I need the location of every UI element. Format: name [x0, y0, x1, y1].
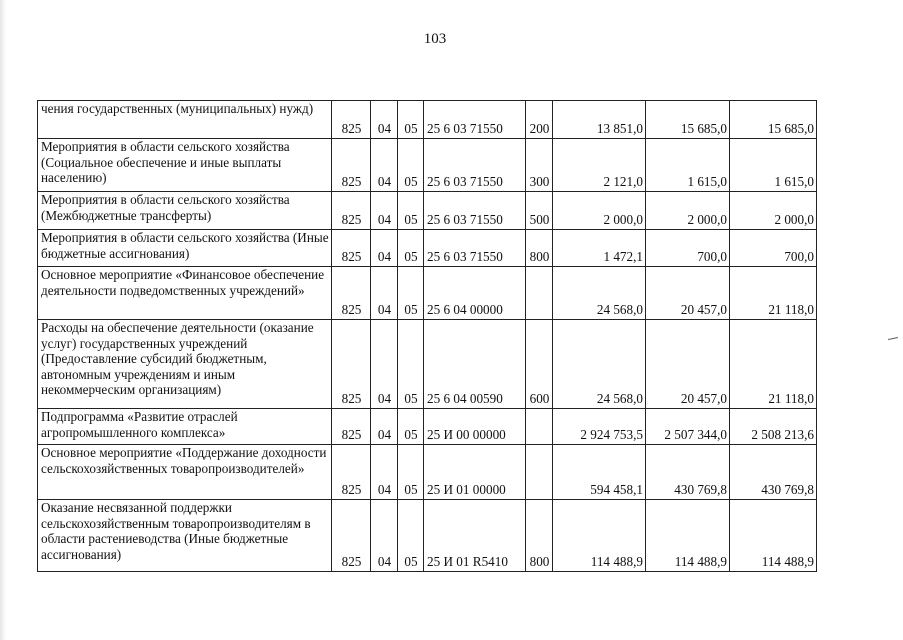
- cell-name: Мероприятия в области сельского хозяйства (Межбюджетные трансферты): [38, 192, 332, 230]
- cell-amount-1: 13 851,0: [553, 101, 646, 139]
- cell-amount-2: 15 685,0: [646, 101, 730, 139]
- cell-name: Расходы на обеспечение деятельности (оказание услуг) государственных учреждений (Предоставление субсидий бюджетным, автономным учреждениям и иным некоммерческим организациям): [38, 320, 332, 409]
- cell-expense-type: 500: [526, 192, 553, 230]
- cell-amount-3: 1 615,0: [730, 139, 817, 192]
- cell-target: 25 6 04 00590: [424, 320, 526, 409]
- cell-name: Основное мероприятие «Поддержание доходности сельскохозяйственных товаропроизводителей»: [38, 445, 332, 500]
- cell-name: Мероприятия в области сельского хозяйства (Иные бюджетные ассигнования): [38, 230, 332, 267]
- cell-amount-2: 20 457,0: [646, 267, 730, 320]
- cell-amount-2: 1 615,0: [646, 139, 730, 192]
- cell-subsection: 05: [398, 230, 424, 267]
- budget-table-body: [38, 101, 817, 572]
- cell-expense-type: [526, 445, 553, 500]
- cell-amount-1: 2 924 753,5: [553, 409, 646, 445]
- cell-expense-type: 800: [526, 230, 553, 267]
- cell-subsection: 05: [398, 409, 424, 445]
- cell-target: 25 6 04 00000: [424, 267, 526, 320]
- scan-edge-shadow: [0, 0, 6, 640]
- cell-subsection: 05: [398, 101, 424, 139]
- cell-amount-1: 594 458,1: [553, 445, 646, 500]
- table-row: [38, 409, 817, 445]
- cell-ministry: 825: [332, 230, 371, 267]
- table-row: [38, 230, 817, 267]
- cell-expense-type: 800: [526, 500, 553, 572]
- cell-expense-type: 200: [526, 101, 553, 139]
- cell-subsection: 05: [398, 267, 424, 320]
- cell-target: 25 И 01 R5410: [424, 500, 526, 572]
- cell-ministry: 825: [332, 409, 371, 445]
- cell-ministry: 825: [332, 101, 371, 139]
- cell-amount-2: 430 769,8: [646, 445, 730, 500]
- cell-subsection: 05: [398, 500, 424, 572]
- cell-amount-3: 700,0: [730, 230, 817, 267]
- cell-subsection: 05: [398, 139, 424, 192]
- table-row: [38, 267, 817, 320]
- cell-target: 25 6 03 71550: [424, 101, 526, 139]
- cell-target: 25 6 03 71550: [424, 230, 526, 267]
- cell-section: 04: [371, 409, 398, 445]
- cell-expense-type: [526, 409, 553, 445]
- cell-section: 04: [371, 320, 398, 409]
- cell-amount-2: 2 000,0: [646, 192, 730, 230]
- cell-ministry: 825: [332, 192, 371, 230]
- cell-amount-1: 2 121,0: [553, 139, 646, 192]
- cell-ministry: 825: [332, 139, 371, 192]
- cell-ministry: 825: [332, 320, 371, 409]
- cell-subsection: 05: [398, 320, 424, 409]
- cell-amount-2: 700,0: [646, 230, 730, 267]
- table-row: [38, 445, 817, 500]
- cell-amount-3: 114 488,9: [730, 500, 817, 572]
- cell-target: 25 И 00 00000: [424, 409, 526, 445]
- cell-amount-3: 430 769,8: [730, 445, 817, 500]
- cell-amount-2: 114 488,9: [646, 500, 730, 572]
- cell-section: 04: [371, 500, 398, 572]
- margin-pen-mark: [888, 337, 898, 340]
- cell-section: 04: [371, 139, 398, 192]
- cell-subsection: 05: [398, 445, 424, 500]
- cell-ministry: 825: [332, 267, 371, 320]
- cell-expense-type: [526, 267, 553, 320]
- cell-amount-3: 21 118,0: [730, 267, 817, 320]
- cell-expense-type: 300: [526, 139, 553, 192]
- cell-target: 25 6 03 71550: [424, 192, 526, 230]
- cell-section: 04: [371, 445, 398, 500]
- cell-section: 04: [371, 101, 398, 139]
- cell-section: 04: [371, 230, 398, 267]
- cell-name: Подпрограмма «Развитие отраслей агропромышленного комплекса»: [38, 409, 332, 445]
- cell-amount-1: 114 488,9: [553, 500, 646, 572]
- cell-amount-3: 15 685,0: [730, 101, 817, 139]
- table-row: [38, 320, 817, 409]
- cell-amount-1: 24 568,0: [553, 320, 646, 409]
- cell-amount-1: 24 568,0: [553, 267, 646, 320]
- cell-section: 04: [371, 267, 398, 320]
- cell-amount-1: 2 000,0: [553, 192, 646, 230]
- table-row: [38, 500, 817, 572]
- cell-target: 25 6 03 71550: [424, 139, 526, 192]
- cell-subsection: 05: [398, 192, 424, 230]
- budget-table: [37, 100, 817, 572]
- cell-name: Оказание несвязанной поддержки сельскохозяйственным товаропроизводителям в области растениеводства (Иные бюджетные ассигнования): [38, 500, 332, 572]
- cell-name: Мероприятия в области сельского хозяйства (Социальное обеспечение и иные выплаты населению): [38, 139, 332, 192]
- cell-name: чения государственных (муниципальных) нужд): [38, 101, 332, 139]
- cell-target: 25 И 01 00000: [424, 445, 526, 500]
- cell-amount-1: 1 472,1: [553, 230, 646, 267]
- cell-ministry: 825: [332, 445, 371, 500]
- cell-amount-3: 2 000,0: [730, 192, 817, 230]
- cell-amount-2: 2 507 344,0: [646, 409, 730, 445]
- cell-amount-3: 21 118,0: [730, 320, 817, 409]
- cell-amount-3: 2 508 213,6: [730, 409, 817, 445]
- table-row: [38, 192, 817, 230]
- table-row: [38, 139, 817, 192]
- page-number: 103: [423, 31, 447, 47]
- cell-amount-2: 20 457,0: [646, 320, 730, 409]
- cell-name: Основное мероприятие «Финансовое обеспечение деятельности подведомственных учреждений»: [38, 267, 332, 320]
- table-row: [38, 101, 817, 139]
- cell-expense-type: 600: [526, 320, 553, 409]
- cell-ministry: 825: [332, 500, 371, 572]
- cell-section: 04: [371, 192, 398, 230]
